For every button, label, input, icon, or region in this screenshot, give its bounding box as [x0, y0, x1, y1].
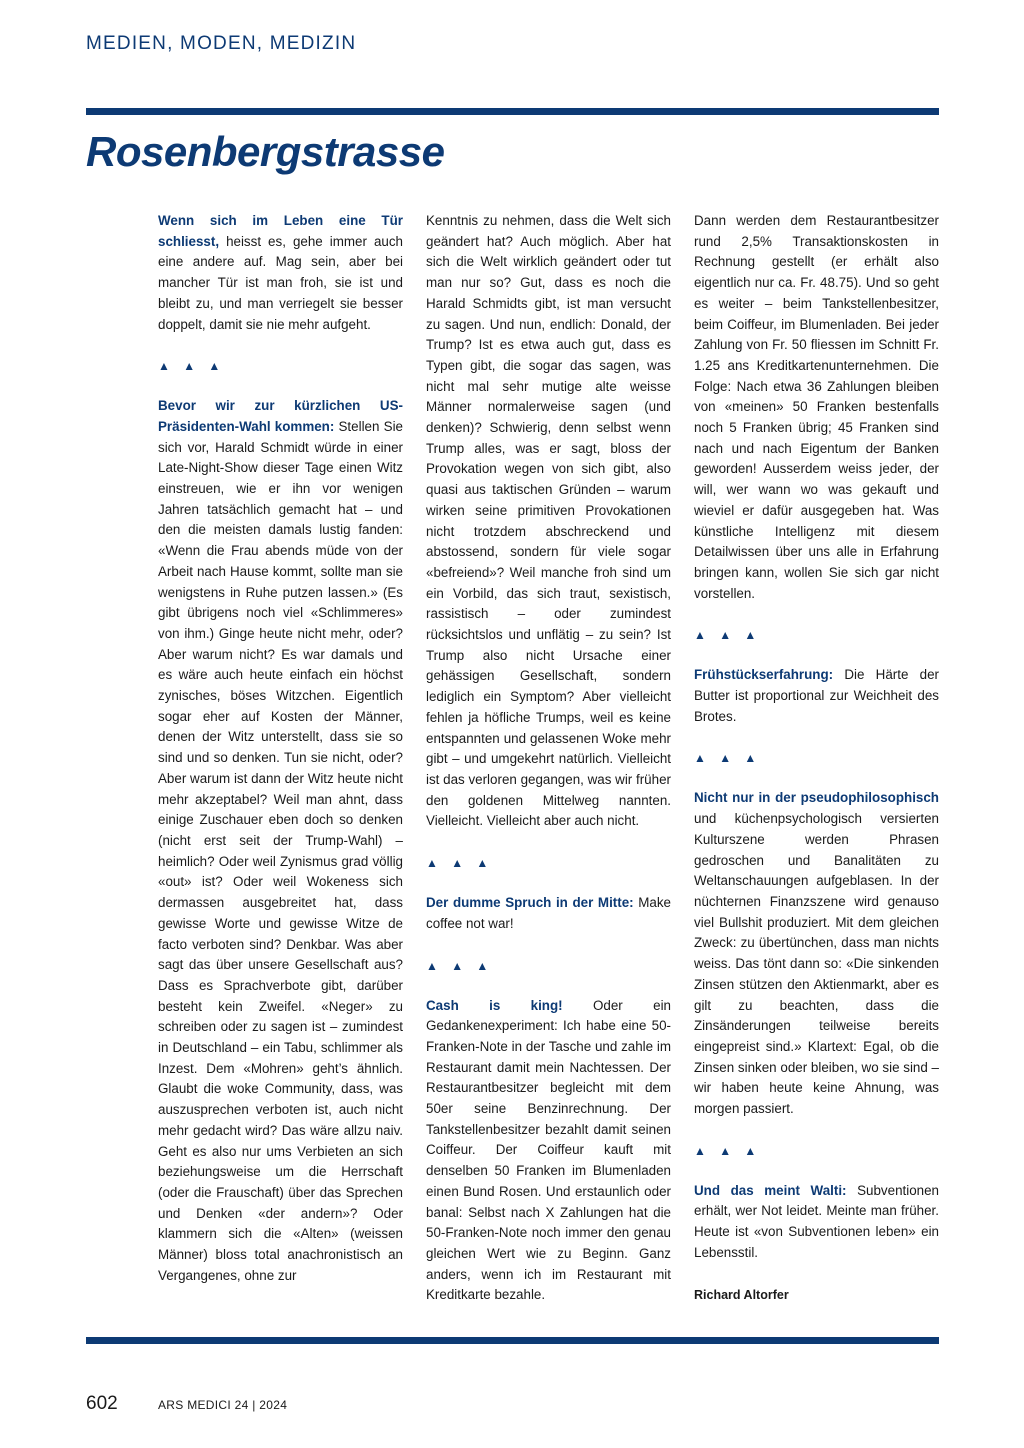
separator-triangles: ▲ ▲ ▲ — [694, 1143, 762, 1158]
paragraph — [694, 788, 939, 1119]
article-title: Rosenbergstrasse — [86, 128, 445, 175]
separator-triangles: ▲ ▲ ▲ — [694, 628, 762, 643]
paragraph — [694, 1181, 939, 1264]
column-1 — [158, 211, 403, 1286]
paragraph-text: Oder ein Gedankenexperiment: Ich habe eine 50-Franken-Note in der Tasche und zahle im Restaurant damit mein Nachtessen. Der Restaurantbesitzer begleicht mit dem 50er seine Benzinrechnung. Der Tankstellenbesitzer bezahlt damit seinen Coiffeur. Der Coiffeur kauft mit denselben 50 Franken im Blumenladen einen Bund Rosen. Und erstaunlich oder banal: Selbst nach X Zahlungen hat die 50-Franken-Note noch immer den genau gleichen Wert wie zu Beginn. Ganz anders, wenn ich im Restaurant mit Kreditkarte bezahle. — [426, 997, 671, 1303]
paragraph — [694, 665, 939, 727]
paragraph-lead: Nicht nur in der pseudophilosophisch — [694, 790, 939, 806]
paragraph-text: Stellen Sie sich vor, Harald Schmidt würde in einer Late-Night-Show dieser Tage einen Witz einstreuen, wie er ihn vor wenigen Jahren tatsächlich gemacht hat – und den die meisten damals lustig fanden: «Wenn die Frau abends müde von der Arbeit nach Hause kommt, sollte man sie wenigstens in Ruhe putzen lassen.» (Es gibt übrigens noch viel «Schlimmeres» von ihm.) Ginge heute nicht mehr, oder? Aber warum nicht? Es war damals und es wäre auch heute einfach ein höchst zynisches, böses Witzchen. Eigentlich sogar eher auf Kosten der Männer, denen der Witz unterstellt, dass sie so sind und so denken. Tun sie nicht, oder? Aber warum ist dann der Witz heute nicht mehr akzeptabel? Weil man ahnt, dass einige Zuschauer eben doch so denken (nicht erst seit der Trump-Wahl) – heimlich? Oder weil Zynismus grad völlig «out» ist? Oder weil Wokeness sich dermassen ausgebreitet hat, dass gewisse Worte und gewisse Witze de facto verboten sind? Denkbar. Was aber sagt das über unsere Gesellschaft aus? Dass es Sprachverbote gibt, darüber besteht kein Zweifel. «Neger» zu schreiben oder zu sagen ist – zumindest in Deutschland – ein Tabu, schlimmer als Inzest. Dem «Mohren» geht’s ähnlich. Glaubt die woke Community, dass, was auszusprechen verboten ist, auch nicht mehr gedacht wird? Das wäre allzu naiv. Geht es also nur ums Verbieten an sich beziehungsweise um die Herrschaft (oder die Frauschaft) über das Sprechen und Denken «der andern»? Oder klammern sich die «Alten» (weissen Männer) bloss total anachronistisch an Vergangenes, ohne zur — [158, 418, 403, 1283]
separator-triangles: ▲ ▲ ▲ — [158, 359, 226, 374]
paragraph-text: Die Härte der Butter ist proportional zur Weichheit des Brotes. — [694, 667, 939, 724]
paragraph-text: Kenntnis zu nehmen, dass die Welt sich geändert hat? Auch möglich. Aber hat sich die Welt wirklich geändert oder tut man nur so? Gut, dass es noch die Harald Schmidts gibt, ist man versucht zu sagen. Und nun, endlich: Donald, der Trump? Ist es etwa auch gut, dass es Typen gibt, die sogar das sagen, was nicht mal sehr mutige alte weisse Männer normalerweise sagen (und denken)? Schwierig, denn selbst wenn Trump alles, was er sagt, bloss der Provokation wegen von sich gibt, also quasi aus taktischen Gründen – warum wirken seine primitiven Provokationen nicht trotzdem abschreckend und abstossend, sondern für viele sogar «befreiend»? Weil manche froh sind um ein Vorbild, das sich traut, sexistisch, rassistisch – oder zumindest rücksichtslos und unflätig – zu sein? Ist Trump also nicht Ursache einer gehässigen Gesellschaft, sondern lediglich ein Symptom? Aber vielleicht fehlen ja höfliche Trumps, weil es keine entspannten und gelassenen Woke mehr gibt – und umgekehrt natürlich. Vielleicht ist das verloren gegangen, was wir früher den goldenen Mittelweg nannten. Vielleicht. Vielleicht aber auch nicht. — [426, 213, 671, 829]
paragraph-lead: Cash is king! — [426, 997, 563, 1013]
paragraph — [694, 211, 939, 604]
paragraph-text: und küchenpsychologisch versierten Kulturszene werden Phrasen gedroschen und Banalitäten zu Weltanschauungen aufgeblasen. In der nüchternen Finanzszene wird genauso viel Bullshit produziert. Mit dem gleichen Zweck: zu übertünchen, dass man nichts weiss. Das tönt dann so: «Die sinkenden Zinsen stützen den Aktienmarkt, aber es gilt zu beachten, dass die Zinsänderungen teilweise bereits eingepreist sind.» Klartext: Egal, ob die Zinsen sinken oder bleiben, wo sie sind – wir haben heute keine Ahnung, was morgen passiert. — [694, 811, 939, 1117]
paragraph-lead: Frühstückserfahrung: — [694, 667, 834, 683]
author-signature: Richard Altorfer — [694, 1287, 789, 1302]
journal-issue: ARS MEDICI 24 | 2024 — [158, 1398, 288, 1412]
separator-triangles: ▲ ▲ ▲ — [426, 856, 494, 871]
paragraph-text: Subventionen erhält, wer Not leidet. Meinte man früher. Heute ist «von Subventionen leben» ein Lebensstil. — [694, 1182, 939, 1260]
paragraph-text: Make coffee not war! — [426, 895, 671, 931]
separator-triangles: ▲ ▲ ▲ — [426, 958, 494, 973]
paragraph — [158, 211, 403, 335]
column-3 — [694, 211, 939, 1305]
paragraph — [426, 893, 671, 934]
section-header: MEDIEN, MODEN, MEDIZIN — [86, 33, 357, 54]
paragraph-text: heisst es, gehe immer auch eine andere auf. Mag sein, aber bei mancher Tür ist man froh, sie ist und bleibt zu, und man verriegelt sie besser doppelt, damit sie nie mehr aufgeht. — [158, 233, 403, 332]
paragraph-lead: Und das meint Walti: — [694, 1182, 847, 1198]
paragraph-text: Dann werden dem Restaurantbesitzer rund 2,5% Transaktionskosten in Rechnung gestellt (er erhält also eigentlich nur ca. Fr. 48.75). Und so geht es weiter – beim Tankstellenbesitzer, beim Coiffeur, im Blumenladen. Bei jeder Zahlung von Fr. 50 fliessen im Schnitt Fr. 1.25 ans Kreditkartenunternehmen. Die Folge: Nach etwa 36 Zahlungen bleiben von «meinen» 50 Franken bestenfalls noch 5 Franken übrig; 45 Franken sind nach und nach Eigentum der Banken geworden! Ausserdem weiss jeder, der will, wer wann wo was gekauft und wieviel er dafür ausgegeben hat. Was künstliche Intelligenz mit diesem Detailwissen über uns alle in Erfahrung bringen kann, wollen Sie sich gar nicht vorstellen. — [694, 213, 939, 601]
paragraph — [158, 396, 403, 1286]
paragraph-lead: Wenn sich im Leben eine Tür schliesst, — [158, 213, 403, 249]
page-number: 602 — [86, 1393, 118, 1414]
top-rule — [86, 108, 939, 115]
paragraph — [426, 996, 671, 1307]
paragraph-lead: Bevor wir zur kürzlichen US-Präsidenten-Wahl kommen: — [158, 398, 403, 434]
paragraph — [426, 211, 671, 832]
separator-triangles: ▲ ▲ ▲ — [694, 751, 762, 766]
bottom-rule — [86, 1337, 939, 1344]
column-2 — [426, 211, 671, 1306]
paragraph-lead: Der dumme Spruch in der Mitte: — [426, 895, 634, 911]
